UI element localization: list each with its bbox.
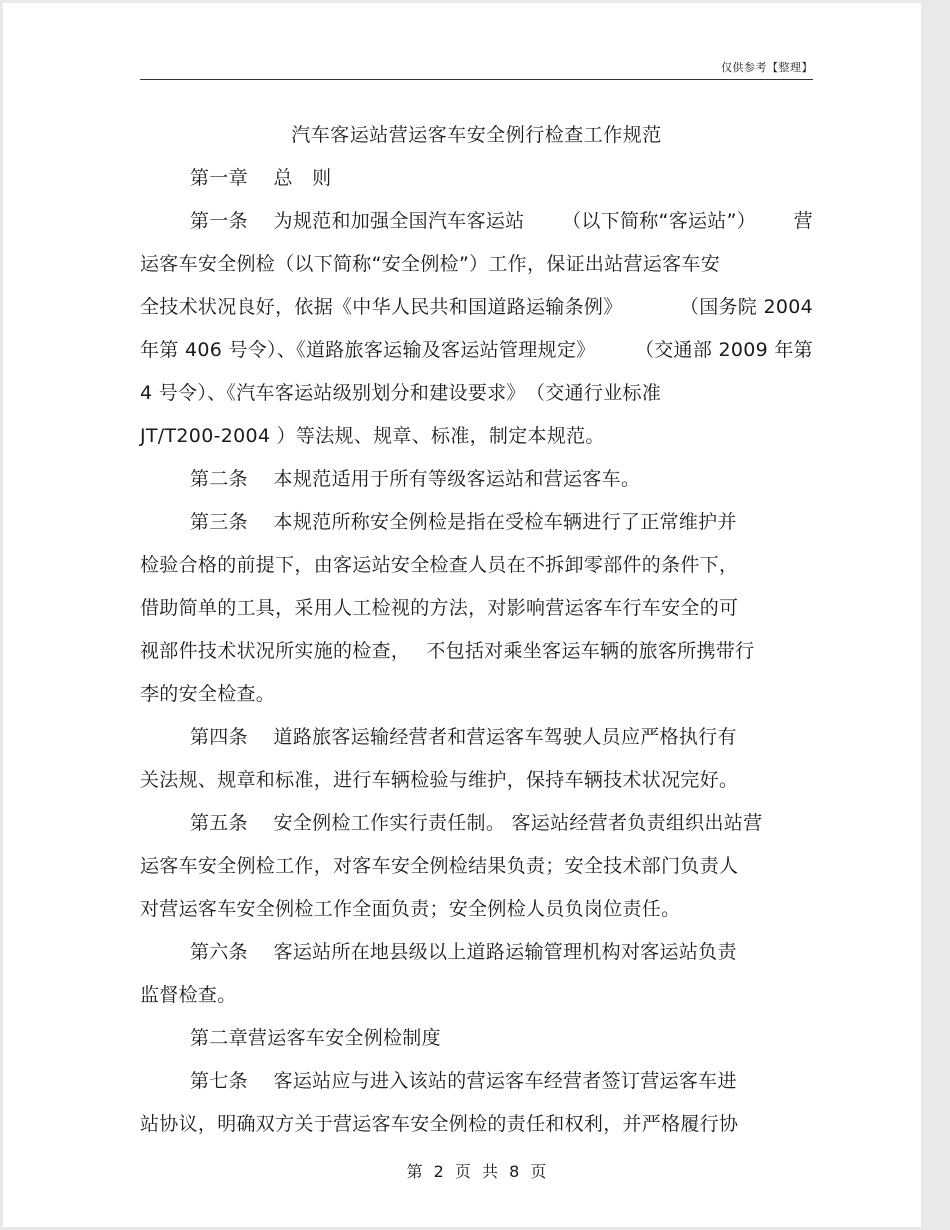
- text-line: 第二条 本规范适用于所有等级客运站和营运客车。: [190, 468, 641, 490]
- text-segment: （交通部 2009 年第: [634, 339, 813, 361]
- text-line: 站协议，明确双方关于营运客车安全例检的责任和权利，并严格履行协: [140, 1113, 739, 1135]
- text-line: [190, 206, 813, 233]
- document-page: [3, 3, 921, 1227]
- text-line: 第三条 本规范所称安全例检是指在受检车辆进行了正常维护并: [190, 511, 737, 533]
- text-line: [140, 292, 813, 319]
- header-rule: [140, 79, 813, 80]
- text-segment: 全技术状况良好，依据《中华人民共和国道路运输条例》: [140, 296, 623, 318]
- text-line: 监督检查。: [140, 984, 237, 1006]
- document-title: 汽车客运站营运客车安全例行检查工作规范: [291, 124, 662, 146]
- text-segment: 营: [793, 210, 813, 232]
- text-line: 视部件技术状况所实施的检查， 不包括对乘坐客运车辆的旅客所携带行: [140, 640, 755, 662]
- text-segment: （国务院 2004: [679, 296, 813, 318]
- text-segment: （以下简称“客运站”）: [562, 210, 757, 232]
- text-line: 关法规、规章和标准，进行车辆检验与维护，保持车辆技术状况完好。: [140, 769, 739, 791]
- text-line: [140, 335, 813, 362]
- text-line: 第七条 客运站应与进入该站的营运客车经营者签订营运客车进: [190, 1070, 737, 1092]
- text-line: 第一章 总 则: [190, 167, 332, 189]
- text-line: 运客车安全例检（以下简称“安全例检”）工作，保证出站营运客车安: [140, 253, 720, 275]
- text-line: 第六条 客运站所在地县级以上道路运输管理机构对客运站负责: [190, 941, 737, 963]
- header-note: 仅供参考【整理】: [721, 61, 813, 74]
- text-line: 运客车安全例检工作，对客车安全例检结果负责；安全技术部门负责人: [140, 855, 739, 877]
- text-segment: 年第 406 号令）、《道路旅客运输及客运站管理规定》: [140, 339, 596, 361]
- text-line: 借助简单的工具，采用人工检视的方法，对影响营运客车行车安全的可: [140, 597, 739, 619]
- text-segment: 第一条 为规范和加强全国汽车客运站: [190, 210, 525, 232]
- text-line: 4 号令）、《汽车客运站级别划分和建设要求》 （交通行业标准: [140, 382, 662, 404]
- text-line: JT/T200-2004 ）等法规、规章、标准，制定本规范。: [140, 425, 605, 447]
- text-line: 第四条 道路旅客运输经营者和营运客车驾驶人员应严格执行有: [190, 726, 737, 748]
- text-line: 对营运客车安全例检工作全面负责；安全例检人员负岗位责任。: [140, 898, 681, 920]
- text-line: 检验合格的前提下，由客运站安全检查人员在不拆卸零部件的条件下，: [140, 554, 739, 576]
- text-line: 第二章营运客车安全例检制度: [190, 1027, 441, 1049]
- page-footer: 第 2 页 共 8 页: [406, 1162, 547, 1181]
- text-line: 第五条 安全例检工作实行责任制。 客运站经营者负责组织出站营: [190, 812, 763, 834]
- text-line: 李的安全检查。: [140, 683, 276, 705]
